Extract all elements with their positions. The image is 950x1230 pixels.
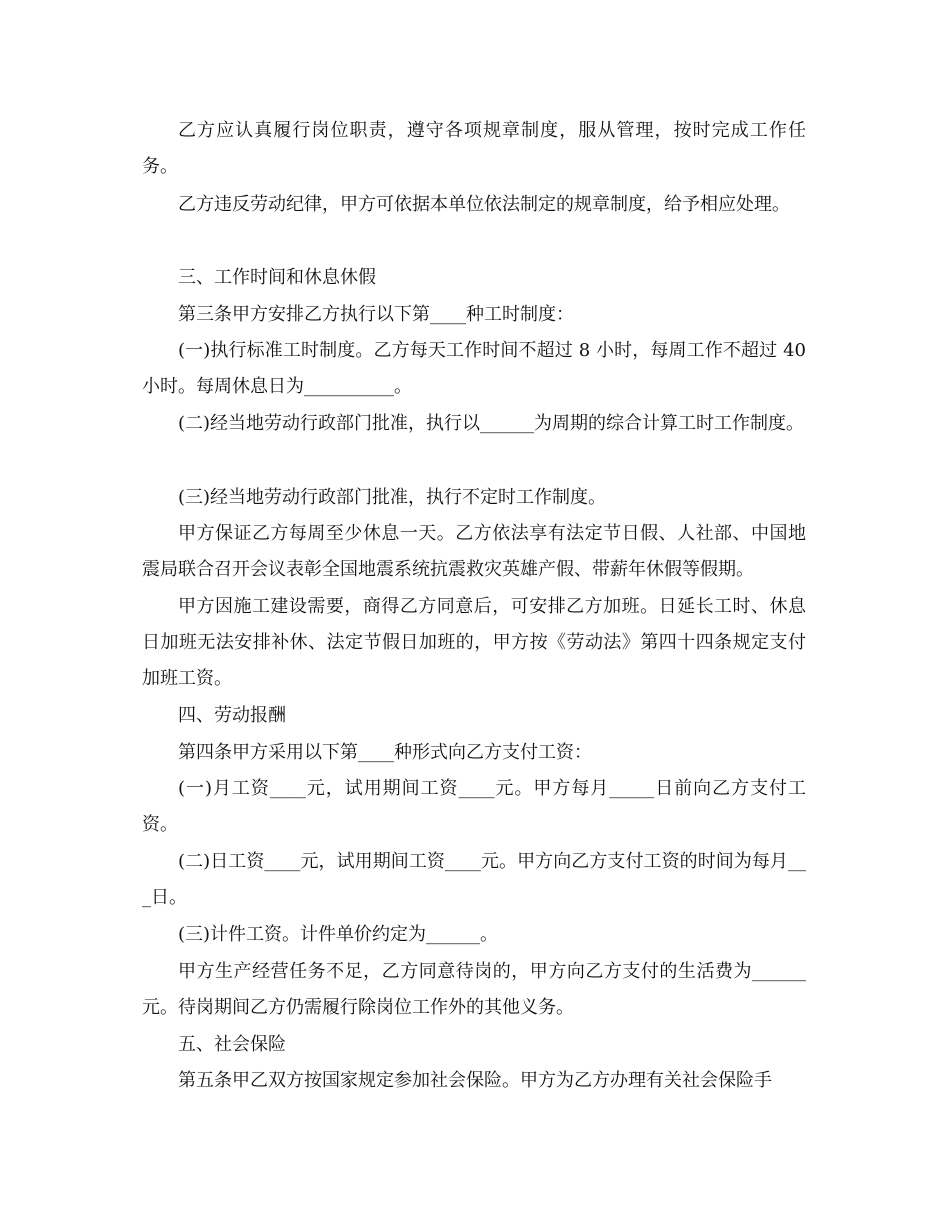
clause-flexible-hours: (三)经当地劳动行政部门批准，执行不定时工作制度。	[178, 487, 607, 508]
clause-piece-wage: (三)计件工资。计件单价约定为______。	[178, 924, 499, 945]
article-four: 第四条甲方采用以下第____种形式向乙方支付工资：	[178, 742, 592, 763]
paragraph-overtime: 甲方因施工建设需要，商得乙方同意后，可安排乙方加班。日延长工时、休息日加班无法安排补休、法定节假日加班的，甲方按《劳动法》第四十四条规定支付加班工资。	[142, 596, 806, 689]
clause-standard-hours: (一)执行标准工时制度。乙方每天工作时间不超过 8 小时，每周工作不超过 40 小时。每周休息日为__________。	[142, 340, 806, 397]
clause-daily-wage: (二)日工资____元，试用期间工资____元。甲方向乙方支付工资的时间为每月___日。	[142, 851, 806, 908]
clause-monthly-wage: (一)月工资____元，试用期间工资____元。甲方每月_____日前向乙方支付工资。	[142, 778, 806, 835]
article-five: 第五条甲乙双方按国家规定参加社会保险。甲方为乙方办理有关社会保险手	[178, 1070, 772, 1091]
paragraph-standby-allowance: 甲方生产经营任务不足，乙方同意待岗的，甲方向乙方支付的生活费为______元。待岗期间乙方仍需履行除岗位工作外的其他义务。	[142, 961, 806, 1018]
paragraph-discipline: 乙方违反劳动纪律，甲方可依据本单位依法制定的规章制度，给予相应处理。	[178, 194, 790, 215]
section-heading-working-hours: 三、工作时间和休息休假	[178, 267, 376, 288]
clause-comprehensive-hours: (二)经当地劳动行政部门批准，执行以______为周期的综合计算工时工作制度。	[178, 413, 805, 434]
paragraph-duties: 乙方应认真履行岗位职责，遵守各项规章制度，服从管理，按时完成工作任务。	[142, 120, 806, 177]
section-heading-social-insurance: 五、社会保险	[178, 1034, 286, 1055]
paragraph-rest-days: 甲方保证乙方每周至少休息一天。乙方依法享有法定节日假、人社部、中国地震局联合召开会议表彰全国地震系统抗震救灾英雄产假、带薪年休假等假期。	[142, 523, 806, 580]
section-heading-remuneration: 四、劳动报酬	[178, 705, 286, 726]
article-three: 第三条甲方安排乙方执行以下第____种工时制度：	[178, 304, 574, 325]
